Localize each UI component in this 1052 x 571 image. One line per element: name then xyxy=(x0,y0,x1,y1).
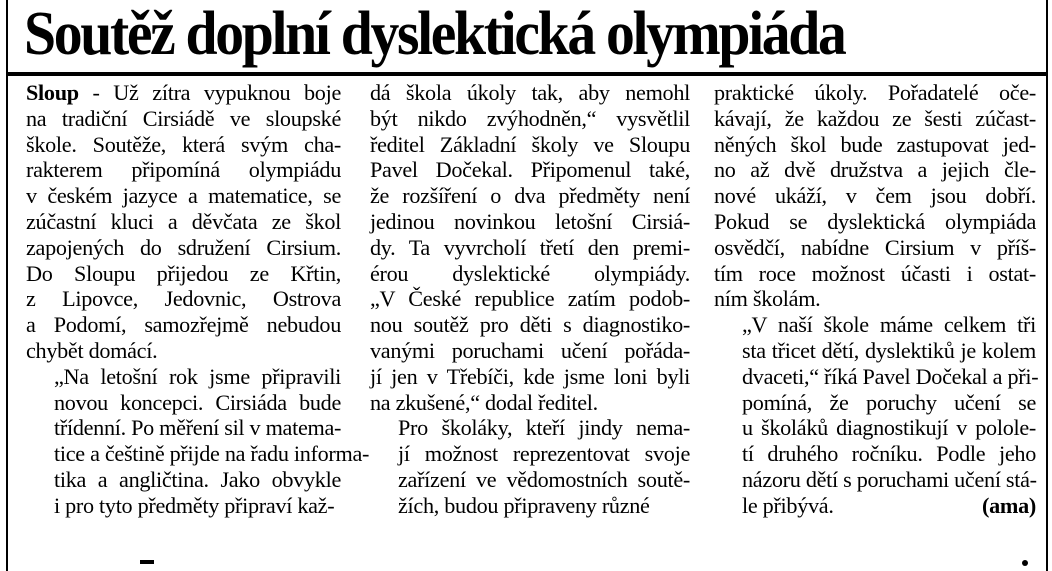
paragraph xyxy=(370,80,690,415)
paragraph xyxy=(26,80,341,364)
text-line: a Podomí, samozřejmě nebudou xyxy=(26,312,341,338)
text-line: jí jen v Třebíči, kde jsme loni byli xyxy=(370,363,690,389)
text-line: jedinou novinkou letošní Cirsiá- xyxy=(370,208,690,234)
text-line: dá škola úkoly tak, aby nemohl xyxy=(370,80,690,105)
text-line: na zkušené,“ dodal ředitel. xyxy=(370,389,598,415)
text-line: Pro školáky, kteří jindy nema- xyxy=(398,415,690,441)
text-line: tice a češtině přijde na řadu informa- xyxy=(54,441,370,467)
text-line: Pokud se dyslektická olympiáda xyxy=(714,208,1036,234)
text-line: vanými poruchami učení pořáda- xyxy=(370,337,690,363)
text-line: zúčastní kluci a děvčata ze škol xyxy=(26,208,341,234)
left-frame-line xyxy=(6,0,8,571)
text-line: škole. Soutěže, která svým cha- xyxy=(26,131,341,157)
text-line: érou dyslektické olympiády. xyxy=(370,260,690,286)
dateline-place: Sloup xyxy=(26,80,79,105)
text-line: z Lipovce, Jedovnic, Ostrova xyxy=(26,286,341,312)
paragraph xyxy=(714,80,1036,312)
text-line: ním školám. xyxy=(714,286,821,312)
text-line: i pro tyto předměty připraví kaž- xyxy=(54,492,335,518)
paragraph xyxy=(714,312,1039,518)
text-line: u školáků diagnostikují v polole- xyxy=(742,415,1036,441)
text-line: Sloup - Už zítra vypuknou boje xyxy=(26,80,341,105)
author-signature: (ama) xyxy=(982,492,1036,518)
text-line: sta třicet dětí, dyslektiků je kolem xyxy=(742,337,1036,363)
text-line: tí druhého ročníku. Podle jeho xyxy=(742,441,1036,467)
text-line: zařízení ve vědomostních soutě- xyxy=(398,466,690,492)
text-line: na tradiční Cirsiádě ve sloupské xyxy=(26,105,341,131)
article-column-3 xyxy=(714,80,1039,519)
text-line: nou soutěž pro děti s diagnostiko- xyxy=(370,312,690,338)
text-line: le přibývá. (ama) xyxy=(742,492,1036,518)
text-line: že rozšíření o dva předměty není xyxy=(370,183,690,209)
text-line: žích, budou připraveny různé xyxy=(398,492,650,518)
text-line: „Na letošní rok jsme připravili xyxy=(54,363,341,389)
text-line: osvědčí, nabídne Cirsium v příš- xyxy=(714,234,1036,260)
article-column-1 xyxy=(26,80,370,519)
text-line: dy. Ta vyvrcholí třetí den premi- xyxy=(370,234,690,260)
text-line: pomíná, že poruchy učení se xyxy=(742,389,1036,415)
text-line: být nikdo zvýhodněn,“ vysvětlil xyxy=(370,105,690,131)
text-line: „V České republice zatím podob- xyxy=(370,286,690,312)
text-line: no až dvě družstva a jejich čle- xyxy=(714,157,1036,183)
text-line: něných škol bude zastupovat jed- xyxy=(714,131,1036,157)
text-line: novou koncepci. Cirsiáda bude xyxy=(54,389,341,415)
article-column-2 xyxy=(370,80,690,519)
headline-rule xyxy=(8,72,1046,76)
text-line: „V naší škole máme celkem tři xyxy=(742,312,1036,338)
text-line: jí možnost reprezentovat svoje xyxy=(398,441,690,467)
paragraph xyxy=(370,415,690,518)
text-line: chybět domácí. xyxy=(26,337,158,363)
text-line: tika a angličtina. Jako obvykle xyxy=(54,466,341,492)
text-line: dvaceti,“ říká Pavel Dočekal a při- xyxy=(742,363,1039,389)
text-line: nové ukáží, v čem jsou dobří. xyxy=(714,183,1036,209)
text-line: třídenní. Po měření sil v matema- xyxy=(54,415,342,441)
text-line: kávají, že každou ze šesti zúčast- xyxy=(714,105,1036,131)
next-article-fragment xyxy=(1022,560,1028,566)
text-line: zapojených do sdružení Cirsium. xyxy=(26,234,341,260)
text-line: v českém jazyce a matematice, se xyxy=(26,183,341,209)
text-line: praktické úkoly. Pořadatelé oče- xyxy=(714,80,1036,105)
text-line: Do Sloupu přijedou ze Křtin, xyxy=(26,260,341,286)
headline: Soutěž doplní dyslektická olympiáda xyxy=(24,0,845,68)
text-line: rakterem připomíná olympiádu xyxy=(26,157,341,183)
text-line: Pavel Dočekal. Připomenul také, xyxy=(370,157,690,183)
text-line: tím roce možnost účasti i ostat- xyxy=(714,260,1036,286)
paragraph xyxy=(26,363,370,519)
text-line: ředitel Základní školy ve Sloupu xyxy=(370,131,690,157)
next-article-fragment xyxy=(140,560,154,564)
right-frame-line xyxy=(1046,0,1048,571)
text-line: názoru dětí s poruchami učení stá- xyxy=(742,466,1037,492)
